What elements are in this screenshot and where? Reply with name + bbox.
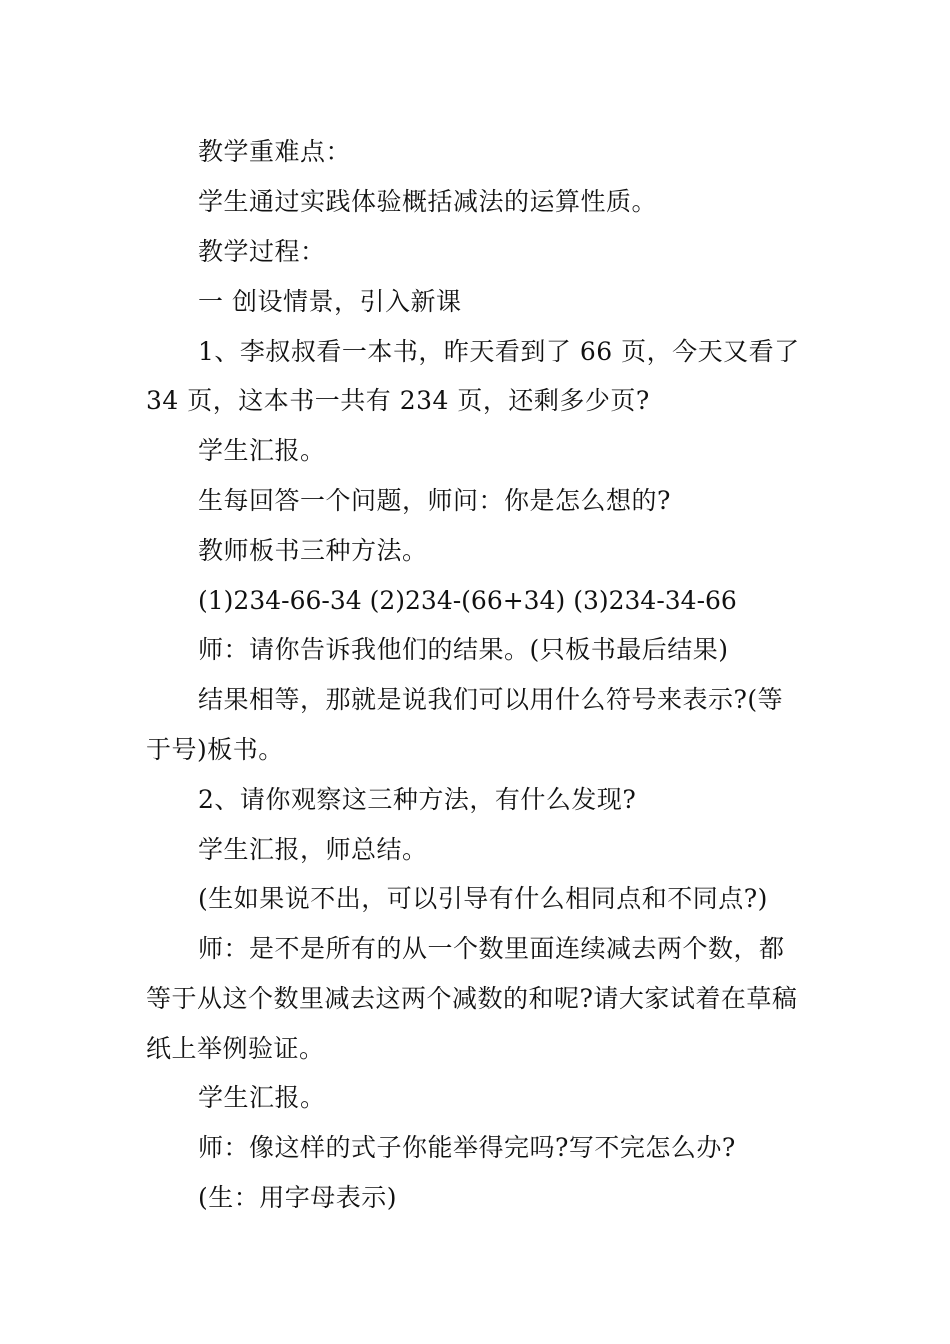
- heading-key-points: 教学重难点：: [198, 137, 352, 166]
- teacher-question-complete: 师：像这样的式子你能举得完吗?写不完怎么办?: [198, 1133, 736, 1162]
- student-report-1: 学生汇报。: [198, 436, 326, 465]
- guide-note: (生如果说不出，可以引导有什么相同点和不同点?): [198, 884, 768, 913]
- board-three-methods: 教师板书三种方法。: [198, 536, 428, 565]
- question-2: 2、请你观察这三种方法，有什么发现?: [198, 785, 637, 814]
- key-points-text: 学生通过实践体验概括减法的运算性质。: [198, 187, 658, 216]
- student-answer: (生：用字母表示): [198, 1183, 398, 1212]
- methods-formula: (1)234-66-34 (2)234-(66+34) (3)234-34-66: [198, 586, 737, 615]
- equal-line-2: 于号)板书。: [146, 735, 284, 764]
- question-1-line-1: 1、李叔叔看一本书，昨天看到了 66 页，今天又看了: [198, 337, 800, 366]
- teacher-result: 师：请你告诉我他们的结果。(只板书最后结果): [198, 635, 729, 664]
- equal-line-1: 结果相等，那就是说我们可以用什么符号来表示?(等: [198, 685, 784, 714]
- teacher-ask-1: 生每回答一个问题，师问：你是怎么想的?: [198, 486, 671, 515]
- teacher-question-line-1: 师：是不是所有的从一个数里面连续减去两个数，都: [198, 934, 785, 963]
- section-one-title: 一 创设情景，引入新课: [198, 287, 462, 316]
- heading-process: 教学过程：: [198, 237, 326, 266]
- student-report-summary: 学生汇报，师总结。: [198, 835, 428, 864]
- student-report-2: 学生汇报。: [198, 1083, 326, 1112]
- teacher-question-line-2: 等于从这个数里减去这两个减数的和呢?请大家试着在草稿: [146, 984, 798, 1013]
- teacher-question-line-3: 纸上举例验证。: [146, 1034, 325, 1063]
- question-1-line-2: 34 页，这本书一共有 234 页，还剩多少页?: [146, 386, 650, 415]
